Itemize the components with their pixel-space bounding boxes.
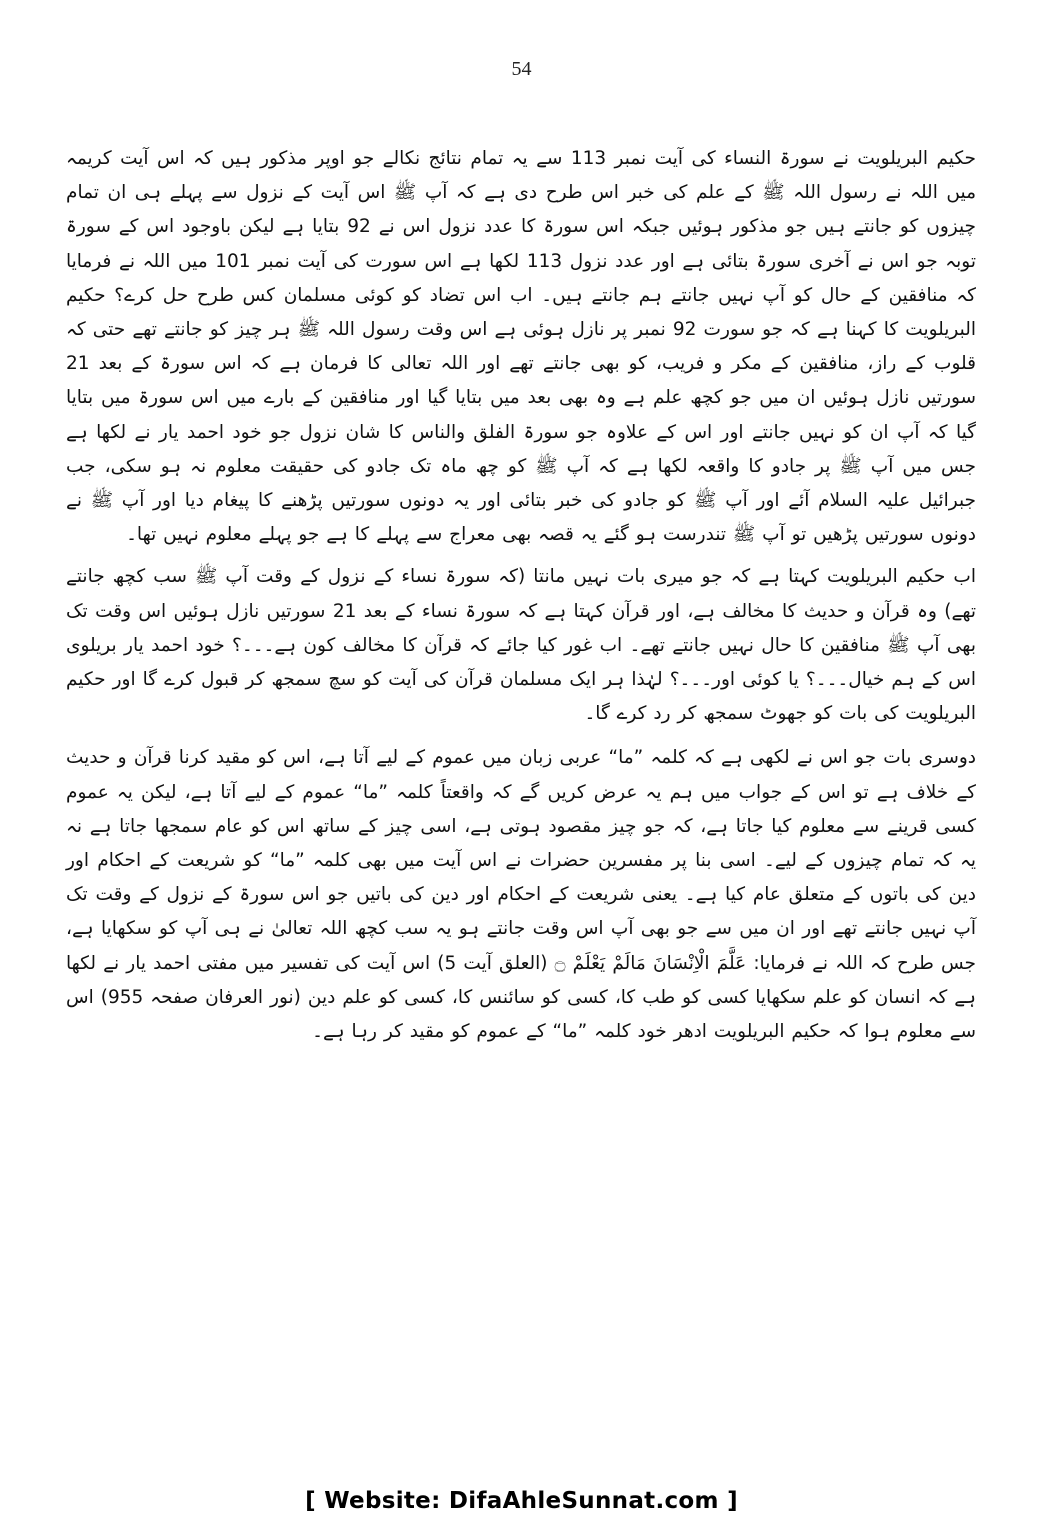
paragraph-1: حکیم البریلویت نے سورۃ النساء کی آیت نمبر 113 سے یہ تمام نتائج نکالے جو اوپر مذکور ہیں کہ اس آیت کریمہ میں اللہ نے رسول اللہ ﷺ کے علم کی خبر اس طرح دی ہے کہ آپ ﷺ اس آیت کے نزول سے پہلے ہی ان تمام چیزوں کو جانتے ہیں جو مذکور ہوئیں جبکہ اس سورۃ کا عدد نزول اس نے 92 بتایا ہے لیکن باوجود اس کے سورۃ توبہ جو اس نے آخری سورۃ بتائی ہے اور عدد نزول 113 لکھا ہے اس سورت کی آیت نمبر 101 میں اللہ نے فرمایا کہ منافقین کے حال کو آپ نہیں جانتے ہم جانتے ہیں۔ اب اس تضاد کو کوئی مسلمان کس طرح حل کرے؟ حکیم البریلویت کا کہنا ہے کہ جو سورت 92 نمبر پر نازل ہوئی ہے اس وقت رسول اللہ ﷺ ہر چیز کو جانتے تھے حتی کہ قلوب کے راز، منافقین کے مکر و فریب، کو بھی جانتے تھے اور اللہ تعالی کا فرمان ہے کہ اس سورۃ کے بعد 21 سورتیں نازل ہوئیں ان میں جو کچھ علم ہے وہ بھی بعد میں بتایا گیا اور منافقین کے بارے میں اس سورۃ میں بتایا گیا کہ آپ ان کو نہیں جانتے اور اس کے علاوہ جو سورۃ الفلق والناس کا شان نزول جو خود احمد یار نے لکھا ہے جس میں آپ ﷺ پر جادو کا واقعہ لکھا ہے کہ آپ ﷺ کو چھ ماہ تک جادو کی حقیقت معلوم نہ ہو سکی، جب جبرائیل علیہ السلام آئے اور آپ ﷺ کو جادو کی خبر بتائی اور یہ دونوں سورتیں پڑھنے کا پیغام دیا اور آپ ﷺ نے دونوں سورتیں پڑھیں تو آپ ﷺ تندرست ہو گئے یہ قصہ بھی معراج سے پہلے کا ہے جو پہلے معلوم نہیں تھا۔ [66, 148, 976, 546]
page-number: 54 [511, 58, 532, 80]
page-body [66, 142, 976, 1057]
website-footer: [ Website: DifaAhleSunnat.com ] [305, 1488, 738, 1514]
paragraph-3: دوسری بات جو اس نے لکھی ہے کہ کلمہ ”ما“ عربی زبان میں عموم کے لیے آتا ہے، اس کو مقید کرنا قرآن و حدیث کے خلاف ہے تو اس کے جواب میں ہم یہ عرض کریں گے کہ واقعتاً کلمہ ”ما“ عموم کے لیے آتا ہے، لیکن یہ عموم کسی قرینے سے معلوم کیا جاتا ہے، کہ جو چیز مقصود ہوتی ہے، اسی چیز کے ساتھ اس کو عام سمجھا جاتا ہے نہ یہ کہ تمام چیزوں کے لیے۔ اسی بنا پر مفسرین حضرات نے اس آیت میں بھی کلمہ ”ما“ کو شریعت کے احکام اور دین کی باتوں کے متعلق عام کیا ہے۔ یعنی شریعت کے احکام اور دین کی باتیں جو اس سورۃ کے نزول کے وقت تک آپ نہیں جانتے تھے اور ان میں سے جو بھی آپ اس وقت جانتے ہو یہ سب کچھ اللہ تعالیٰ نے ہی آپ کو سکھایا ہے، جس طرح کہ اللہ نے فرمایا: عَلَّمَ الْاِنْسَانَ مَالَمْ يَعْلَمْ ۝ (العلق آیت 5) اس آیت کی تفسیر میں مفتی احمد یار نے لکھا ہے کہ انسان کو علم سکھایا کسی کو طب کا، کسی کو سائنس کا، کسی کو علم دین (نور العرفان صفحہ 955) اس سے معلوم ہوا کہ حکیم البریلویت ادھر خود کلمہ ”ما“ کے عموم کو مقید کر رہا ہے۔ [66, 747, 976, 1043]
paragraph-2: اب حکیم البریلویت کہتا ہے کہ جو میری بات نہیں مانتا (کہ سورۃ نساء کے نزول کے وقت آپ ﷺ سب کچھ جانتے تھے) وہ قرآن و حدیث کا مخالف ہے، اور قرآن کہتا ہے کہ سورۃ نساء کے بعد 21 سورتیں نازل ہوئیں اس وقت تک بھی آپ ﷺ منافقین کا حال نہیں جانتے تھے۔ اب غور کیا جائے کہ قرآن کا مخالف کون ہے۔۔۔؟ خود احمد یار بریلوی اس کے ہم خیال۔۔۔؟ یا کوئی اور۔۔۔؟ لہٰذا ہر ایک مسلمان قرآن کی آیت کو سچ سمجھ کر قبول کرے گا اور حکیم البریلویت کی بات کو جھوٹ سمجھ کر رد کرے گا۔ [66, 566, 977, 725]
